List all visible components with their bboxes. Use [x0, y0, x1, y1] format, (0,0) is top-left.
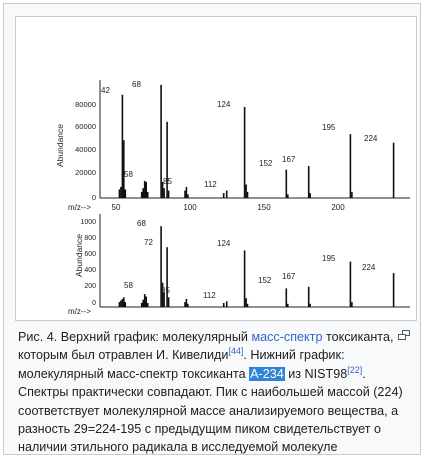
bottom-ytick: 200: [84, 283, 96, 290]
top-peak-labels: [101, 80, 378, 189]
reference-44-link[interactable]: [44]: [228, 346, 244, 357]
bottom-ytick: 400: [84, 267, 96, 274]
bottom-peak-label: 85: [161, 286, 170, 295]
bottom-peak-label: 112: [203, 291, 216, 300]
top-ytick: 0: [91, 193, 96, 202]
top-chart-bars: [119, 85, 393, 198]
bottom-ytick: 600: [84, 251, 96, 258]
top-chart-axes: [55, 80, 410, 212]
top-peak-label: 42: [101, 86, 110, 95]
mass-spectrum-link[interactable]: масс-спектр: [251, 330, 323, 344]
caption-text-1: Рис. 4. Верхний график: молекулярный: [18, 330, 252, 344]
top-peak-label: 152: [259, 159, 273, 168]
bottom-peak-label: 167: [282, 272, 296, 281]
bottom-ytick: 1000: [80, 219, 96, 226]
bottom-peak-label: 68: [137, 219, 146, 228]
top-peak-label: 124: [217, 100, 231, 109]
top-xtick: 200: [331, 203, 345, 212]
caption-text-2: токсиканта, которым был отравлен И. Кивелиди: [18, 330, 394, 363]
top-ytick: 20000: [75, 168, 96, 177]
top-peak-label: 68: [132, 80, 141, 89]
bottom-chart-axes: [68, 214, 410, 316]
top-peak-label: 85: [163, 177, 172, 186]
top-xlabel: m/z-->: [68, 203, 91, 212]
top-peak-label: 195: [322, 123, 336, 132]
bottom-ytick: 800: [84, 235, 96, 242]
bottom-peak-label: 58: [124, 281, 133, 290]
top-ytick: 60000: [75, 122, 96, 131]
spectrum-svg: [16, 17, 416, 320]
top-peak-label: 58: [124, 170, 133, 179]
top-ylabel: Abundance: [55, 123, 65, 167]
caption-text-4: из NIST98: [284, 366, 348, 381]
bottom-ytick: 0: [92, 300, 96, 307]
bottom-peak-label: 195: [322, 254, 336, 263]
top-ytick: 40000: [75, 145, 96, 154]
spectrum-image[interactable]: [15, 16, 417, 321]
top-ytick: 80000: [75, 100, 96, 109]
bottom-peak-label: 152: [258, 276, 272, 285]
caption-text-5: . Спектры практически совпадают. Пик с наибольшей массой (224) соответствует молекулярной массе анализируемого вещества, а разность 29=224-195 с предыдущим пиком свидетельствует о наличии этильного радикала в исследуемой молекуле: [18, 366, 403, 455]
bottom-peak-label: 124: [217, 239, 231, 248]
top-xtick: 150: [257, 203, 271, 212]
figure-caption: [18, 328, 410, 457]
enlarge-icon[interactable]: [398, 330, 410, 340]
reference-44[interactable]: [228, 346, 243, 356]
bottom-ylabel: Abundance: [74, 233, 84, 277]
top-peak-label: 167: [282, 155, 296, 164]
bottom-xlabel: m/z-->: [68, 307, 91, 316]
reference-22-link[interactable]: [22]: [347, 364, 363, 375]
reference-22[interactable]: [347, 365, 362, 375]
caption-text-3: . Нижний график: молекулярный масс-спектр токсиканта: [18, 348, 345, 381]
bottom-peak-label: 72: [144, 238, 153, 247]
bottom-peak-label: 224: [362, 263, 376, 272]
figure-frame: [3, 3, 421, 455]
top-xtick: 50: [111, 203, 121, 212]
top-xtick: 100: [183, 203, 197, 212]
top-peak-label: 112: [204, 180, 217, 189]
selected-text-a234[interactable]: А-234: [250, 366, 284, 381]
top-peak-label: 224: [364, 134, 378, 143]
